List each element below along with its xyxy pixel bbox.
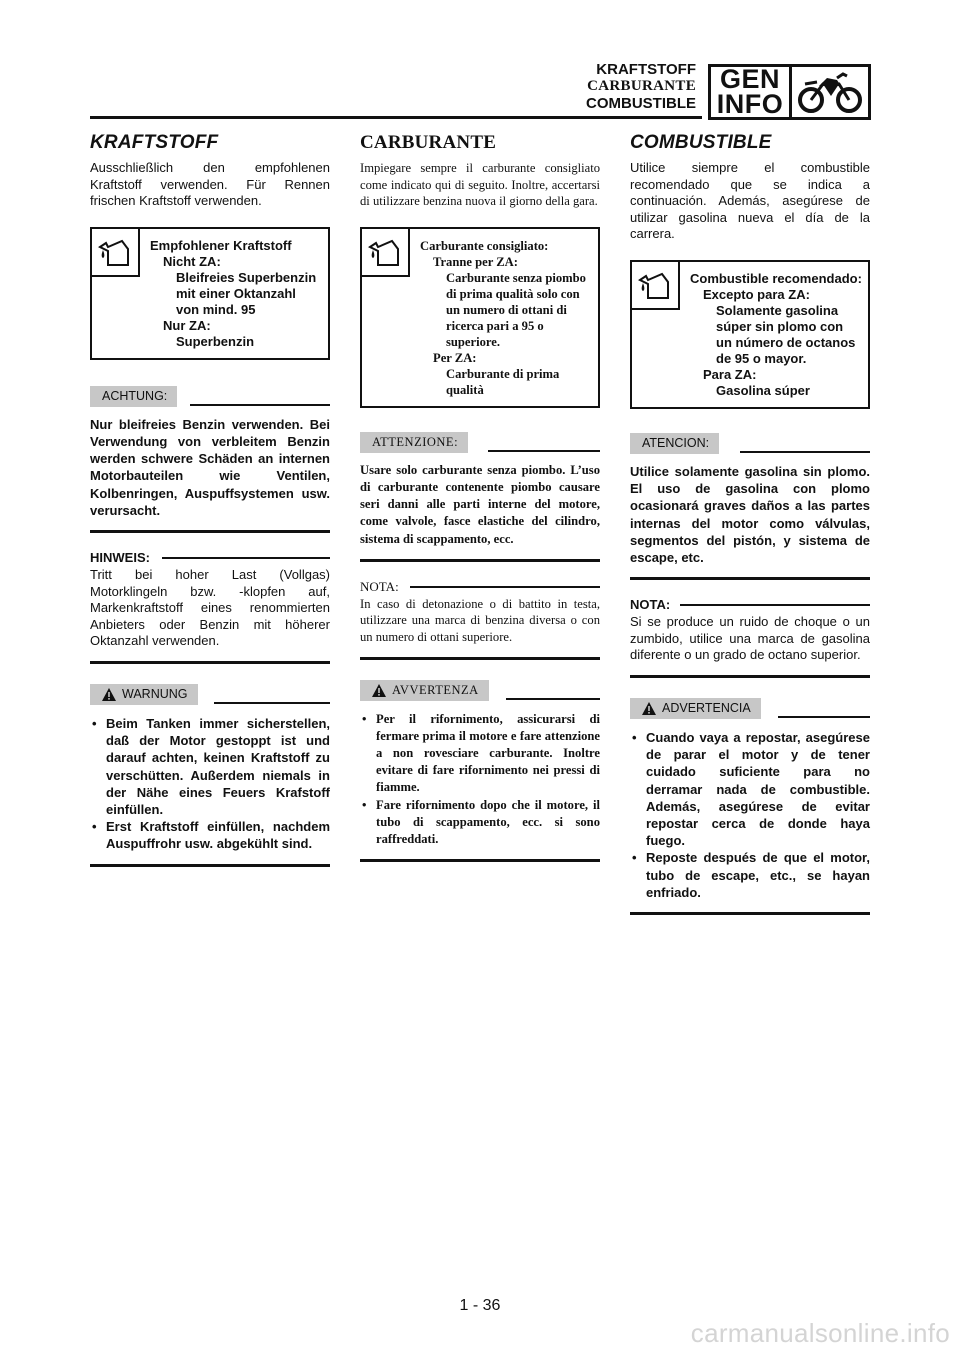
motorcycle-icon: [797, 70, 863, 114]
badge-line1: GEN: [719, 64, 780, 94]
warning-list: [630, 729, 870, 901]
warning-block: [630, 698, 870, 915]
spec-line5: Superbenzin: [176, 333, 255, 349]
note-rule: [410, 586, 600, 588]
warning-end-rule: [360, 859, 600, 862]
warning-label-badge: [630, 698, 761, 719]
note-label: HINWEIS:: [90, 550, 150, 565]
caution-text: Usare solo carburante senza piombo. L’uso di carburante contenente piombo causare seri danni alle parti interne del motore, come valvole, fasce elastiche del cilindro, sistema di scappamento, ecc.: [360, 462, 600, 546]
list-item: • Fare rifornimento dopo che il motore, il tubo di scappamento, ecc. si sono raffreddati.: [360, 797, 600, 849]
section-heading: CARBURANTE: [360, 132, 497, 153]
intro-text: Ausschließlich den empfohlenen Kraftstoff verwenden. Für Rennen frischen Kraftstoff verwenden.: [90, 160, 330, 209]
spec-line4: Per ZA:: [433, 350, 477, 365]
caution-end-rule: [360, 559, 600, 562]
spec-line3: Solamente gasolina súper sin plomo con un número de octanos de 95 o mayor.: [716, 302, 856, 366]
note-rule: [680, 604, 870, 606]
warning-rule: [506, 698, 600, 700]
watermark: carmanualsonline.info: [690, 1318, 950, 1348]
badge-line2: INFO: [716, 89, 784, 119]
fuel-spec-text: [680, 262, 868, 407]
spec-line2: Tranne per ZA:: [433, 254, 518, 269]
warning-rule: [214, 702, 330, 704]
note-end-rule: [90, 661, 330, 664]
spec-line3: Carburante senza piombo di prima qualità solo con un numero di ottani di ricerca pari a 95 o superiore.: [446, 270, 586, 349]
fuel-spec-box: [630, 260, 870, 409]
column-german: [90, 132, 330, 867]
note-rule: [162, 557, 330, 559]
caution-block: [90, 386, 330, 533]
warning-label-badge: [360, 680, 489, 701]
section-heading: COMBUSTIBLE: [630, 132, 772, 153]
header-rule: [90, 116, 702, 119]
caution-label: ATENCION:: [630, 433, 719, 454]
warning-label: ADVERTENCIA: [662, 701, 751, 716]
caution-rule: [740, 451, 870, 453]
intro-text: Utilice siempre el combustible recomendado que se indica a continuación. Además, asegúrese de utilizar gasolina nueva el día de la carrera.: [630, 160, 870, 242]
warning-label: AVVERTENZA: [392, 682, 479, 697]
fuel-spec-text: [410, 229, 598, 406]
caution-end-rule: [630, 577, 870, 580]
spec-line5: Carburante di prima qualità: [446, 366, 560, 397]
note-text: In caso di detonazione o di battito in testa, utilizzare una marca di benzina diversa o con un numero di ottani superiore.: [360, 596, 600, 644]
fuel-spec-text: [140, 229, 328, 358]
warning-triangle-icon: [642, 702, 656, 715]
warning-end-rule: [90, 864, 330, 867]
section-heading: KRAFTSTOFF: [90, 132, 219, 153]
fuel-spec-box: [90, 227, 330, 360]
fuel-can-icon: [632, 262, 680, 310]
warning-block: [360, 680, 600, 863]
note-block: [630, 596, 870, 678]
fuel-spec-box: [360, 227, 600, 408]
list-item: • Cuando vaya a repostar, asegúrese de parar el motor y de tener cuidado suficiente para no derramar nada de combustible. Además, asegúrese de evitar repostar cerca de donde haya fuego.: [630, 729, 870, 849]
caution-label: ACHTUNG:: [90, 386, 177, 407]
caution-rule: [488, 450, 600, 452]
spec-line4: Para ZA:: [703, 366, 757, 382]
caution-rule: [190, 404, 330, 406]
column-spanish: [630, 132, 870, 915]
spec-line3: Bleifreies Superbenzin mit einer Oktanzahl von mind. 95: [176, 269, 317, 317]
spec-line4: Nur ZA:: [163, 317, 211, 333]
warning-end-rule: [630, 912, 870, 915]
note-block: [90, 549, 330, 664]
intro-text: Impiegare sempre il carburante consigliato come indicato qui di seguito. Inoltre, accertarsi di utilizzare benzina nuova il giorno della gara.: [360, 161, 600, 209]
header-title-es: COMBUSTIBLE: [586, 95, 696, 112]
header-title-it: CARBURANTE: [587, 78, 696, 94]
caution-text: Nur bleifreies Benzin verwenden. Bei Verwendung von verbleitem Benzin werden schwere Schäden an internen Motorbauteilen wie Ventilen, Kolbenringen, Auspuffsystemen usw. verursacht.: [90, 416, 330, 518]
note-end-rule: [360, 657, 600, 660]
warning-list: [90, 715, 330, 853]
warning-label-badge: [90, 684, 198, 705]
page-number: 1 - 36: [459, 1297, 501, 1314]
list-item: • Per il rifornimento, assicurarsi di fermare prima il motore e fare attenzione a non rovesciare carburante. Inoltre evitare di fare rifornimento nei pressi di fiamme.: [360, 711, 600, 797]
motorcycle-badge: [789, 64, 871, 120]
note-label: NOTA:: [630, 597, 671, 613]
list-item: • Erst Kraftstoff einfüllen, nachdem Auspuffrohr usw. abgekühlt sind.: [90, 818, 330, 852]
note-text: Si se produce un ruido de choque o un zumbido, utilice una marca de gasolina diferente o un grado de octano superior.: [630, 614, 870, 663]
warning-block: [90, 684, 330, 867]
caution-text: Utilice solamente gasolina sin plomo. El uso de gasolina con plomo ocasionará graves daños a las partes internas del motor como válvulas, segmentos del pistón, y sistema de escape, etc.: [630, 463, 870, 565]
note-block: [360, 578, 600, 660]
note-label: NOTA:: [360, 578, 399, 594]
caution-end-rule: [90, 530, 330, 533]
fuel-can-icon: [92, 229, 140, 277]
header-titles: [586, 61, 696, 112]
caution-block: [360, 432, 600, 562]
spec-line1: Empfohlener Kraftstoff: [150, 237, 292, 253]
note-text: Tritt bei hoher Last (Vollgas) Motorklingeln bzw. -klopfen auf, Markenkraftstoff eines renommierten Anbieters oder Benzin mit höherer Oktanzahl verwenden.: [90, 567, 330, 649]
spec-line5: Gasolina súper: [716, 382, 810, 398]
warning-triangle-icon: [102, 688, 116, 701]
list-item: • Beim Tanken immer sicherstellen, daß der Motor gestoppt ist und darauf achten, keinen Kraftstoff zu verschütten. Außerdem niemals in der Nähe eines Feuers Krafstoff einfüllen.: [90, 715, 330, 818]
spec-line1: Combustible recomendado:: [690, 270, 862, 286]
gen-info-badge: [708, 64, 792, 120]
spec-line2: Nicht ZA:: [163, 253, 221, 269]
warning-label: WARNUNG: [122, 687, 188, 702]
spec-line2: Excepto para ZA:: [703, 286, 810, 302]
warning-list: [360, 711, 600, 849]
list-item: • Reposte después de que el motor, tubo de escape, etc., se hayan enfriado.: [630, 849, 870, 901]
fuel-can-icon: [362, 229, 410, 277]
column-italian: [360, 132, 600, 862]
header-title-de: KRAFTSTOFF: [596, 61, 696, 78]
note-end-rule: [630, 675, 870, 678]
warning-triangle-icon: [372, 684, 386, 697]
caution-block: [630, 433, 870, 580]
spec-line1: Carburante consigliato:: [420, 238, 549, 253]
caution-label: ATTENZIONE:: [360, 432, 468, 453]
warning-rule: [778, 716, 870, 718]
